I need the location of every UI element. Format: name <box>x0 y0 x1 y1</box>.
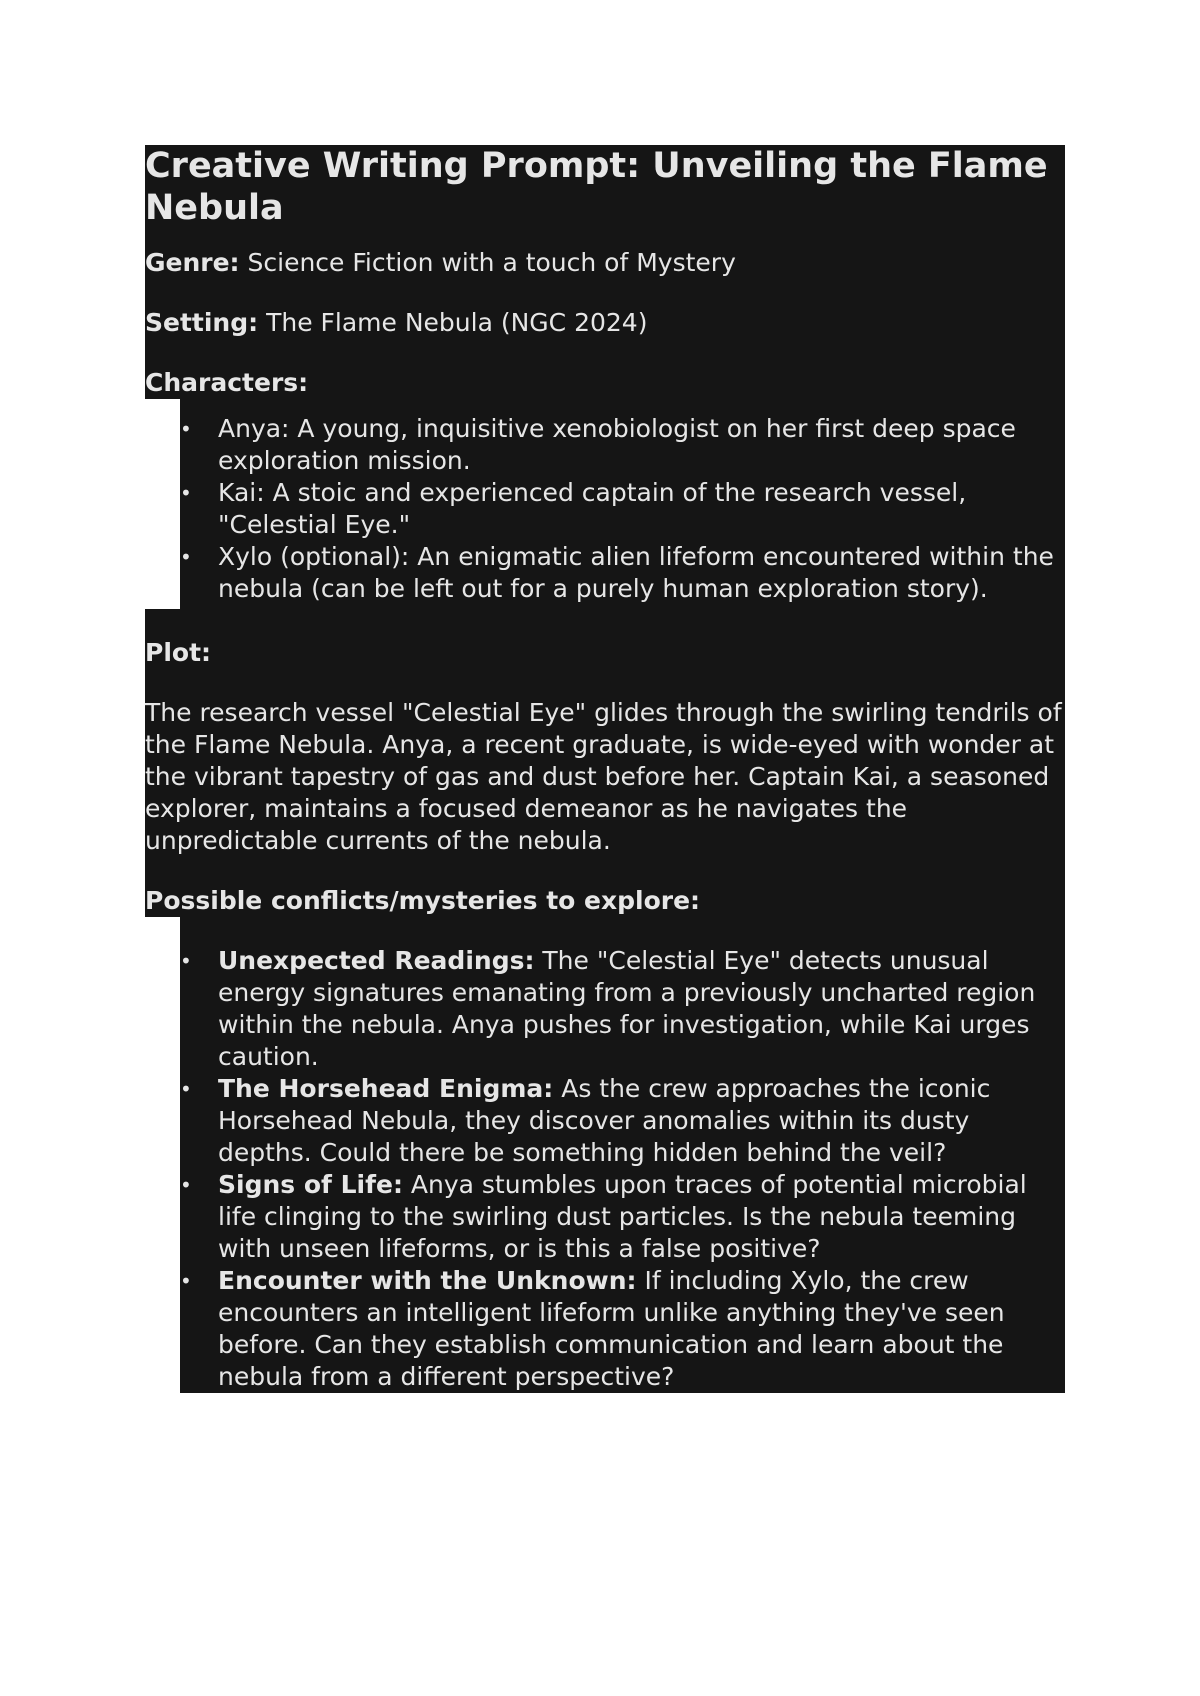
setting-value: The Flame Nebula (NGC 2024) <box>258 308 648 337</box>
conflicts-list <box>180 917 1065 1393</box>
page-title: Creative Writing Prompt: Unveiling the Flame Nebula <box>145 145 1065 229</box>
conflict-label: Signs of Life: <box>218 1170 403 1199</box>
conflict-text: The "Celestial Eye" detects unusual energy signatures emanating from a previously uncharted region within the nebula. Anya pushes for investigation, while Kai urges caution. <box>218 946 1036 1071</box>
conflict-text: Anya stumbles upon traces of potential microbial life clinging to the swirling dust particles. Is the nebula teeming with unseen lifeforms, or is this a false positive? <box>218 1170 1027 1263</box>
setting-label: Setting: <box>145 308 259 337</box>
conflict-text: If including Xylo, the crew encounters an intelligent lifeform unlike anything they've seen before. Can they establish communication and learn about the nebula from a different perspective? <box>218 1266 1005 1391</box>
conflict-label: Encounter with the Unknown: <box>218 1266 637 1295</box>
list-item <box>218 945 1065 1073</box>
plot-heading: Plot: <box>145 637 1065 669</box>
plot-body: The research vessel "Celestial Eye" glides through the swirling tendrils of the Flame Nebula. Anya, a recent graduate, is wide-eyed with wonder at the vibrant tapestry of gas and dust before her. Captain Kai, a seasoned explorer, maintains a focused demeanor as he navigates the unpredictable currents of the nebula. <box>145 697 1065 857</box>
list-item <box>218 1169 1065 1265</box>
characters-heading: Characters: <box>145 367 1065 399</box>
list-item <box>218 1073 1065 1169</box>
list-item: • Anya: A young, inquisitive xenobiologist on her first deep space exploration mission. <box>218 413 1065 477</box>
list-item: • Kai: A stoic and experienced captain of the research vessel, "Celestial Eye." <box>218 477 1065 541</box>
list-item: • Xylo (optional): An enigmatic alien lifeform encountered within the nebula (can be left out for a purely human exploration story). <box>218 541 1065 605</box>
genre-line <box>145 247 1065 279</box>
document <box>145 145 1065 1393</box>
list-item <box>218 1265 1065 1393</box>
conflict-label: Unexpected Readings: <box>218 946 535 975</box>
conflict-label: The Horsehead Enigma: <box>218 1074 554 1103</box>
genre-value: Science Fiction with a touch of Mystery <box>239 248 736 277</box>
setting-line <box>145 307 1065 339</box>
characters-list <box>180 399 1065 609</box>
conflict-text: As the crew approaches the iconic Horsehead Nebula, they discover anomalies within its dusty depths. Could there be something hidden behind the veil? <box>218 1074 991 1167</box>
conflicts-heading: Possible conflicts/mysteries to explore: <box>145 885 1065 917</box>
genre-label: Genre: <box>145 248 240 277</box>
